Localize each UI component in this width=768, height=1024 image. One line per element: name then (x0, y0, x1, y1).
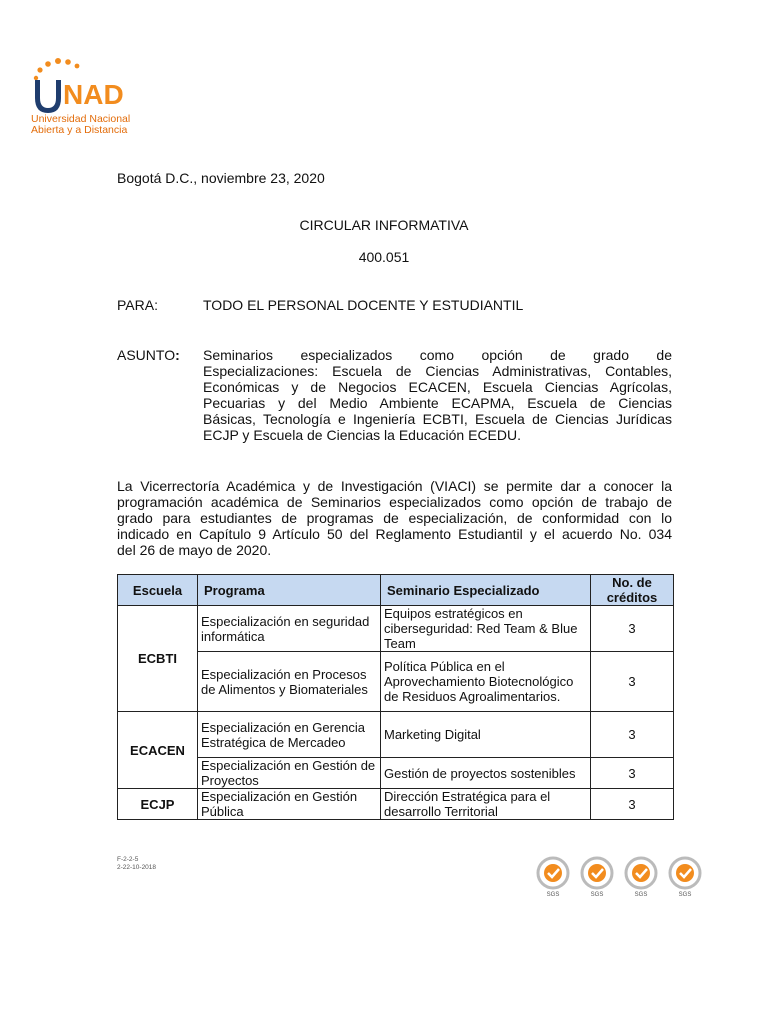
seminars-table (117, 574, 674, 820)
intro-line: programación académica de Seminarios especializados como opción de trabajo de (117, 494, 672, 510)
asunto-line: Especializaciones: Escuela de Ciencias Administrativas, Contables, (203, 363, 672, 379)
circular-number: 400.051 (358, 249, 410, 265)
svg-text:SGS: SGS (590, 892, 604, 898)
table-row (118, 652, 674, 712)
school-cell: ECJP (118, 789, 198, 820)
asunto-line: Pecuarias y del Medio Ambiente ECAPMA, Escuela de Ciencias (203, 395, 672, 411)
creditos-cell: 3 (591, 758, 674, 789)
creditos-cell: 3 (591, 789, 674, 820)
circular-title: CIRCULAR INFORMATIVA (299, 217, 469, 233)
intro-paragraph (117, 478, 672, 558)
seminario-cell: Equipos estratégicos en ciberseguridad: Red Team & Blue Team (381, 606, 591, 652)
seminario-cell: Gestión de proyectos sostenibles (381, 758, 591, 789)
header-escuela: Escuela (118, 575, 198, 606)
svg-text:SGS: SGS (634, 892, 648, 898)
footer-code: F-2-2-5 2-22-10-2018 (117, 856, 157, 871)
para-label: PARA: (117, 297, 158, 313)
table-row (118, 758, 674, 789)
asunto-label: ASUNTO: (117, 347, 180, 363)
table-row (118, 789, 674, 820)
programa-cell: Especialización en Gestión de Proyectos (198, 758, 381, 789)
creditos-cell: 3 (591, 652, 674, 712)
certification-seal-icon (582, 858, 612, 898)
logo-line2: Abierta y a Distancia (31, 124, 128, 136)
header-programa: Programa (198, 575, 381, 606)
school-cell: ECBTI (118, 606, 198, 712)
intro-line: indicado en Capítulo 9 Artículo 50 del Reglamento Estudiantil y el acuerdo No. 034 (117, 526, 672, 542)
programa-cell: Especialización en Gerencia Estratégica de Mercadeo (198, 712, 381, 758)
asunto-line: ECJP y Escuela de Ciencias la Educación ECEDU. (203, 427, 522, 443)
svg-text:NAD: NAD (63, 79, 124, 110)
seminario-cell: Política Pública en el Aprovechamiento Biotecnológico de Residuos Agroalimentarios. (381, 652, 591, 712)
intro-line: del 26 de mayo de 2020. (117, 542, 272, 558)
seminario-cell: Dirección Estratégica para el desarrollo Territorial (381, 789, 591, 820)
creditos-cell: 3 (591, 606, 674, 652)
header-creditos: No. de créditos (591, 575, 674, 606)
certification-seals (535, 855, 705, 915)
asunto-body (203, 347, 672, 443)
seminario-cell: Marketing Digital (381, 712, 591, 758)
certification-seal-icon (538, 858, 568, 898)
creditos-cell: 3 (591, 712, 674, 758)
header-seminario: Seminario Especializado (381, 575, 591, 606)
table-header-row (118, 575, 674, 606)
svg-text:SGS: SGS (546, 892, 560, 898)
table-row (118, 606, 674, 652)
asunto-line: Básicas, Tecnología e Ingeniería ECBTI, Escuela de Ciencias Jurídicas (203, 411, 672, 427)
asunto-line: Económicas y de Negocios ECACEN, Escuela Ciencias Agrícolas, (203, 379, 672, 395)
programa-cell: Especialización en Gestión Pública (198, 789, 381, 820)
school-cell: ECACEN (118, 712, 198, 789)
certification-seal-icon (626, 858, 656, 898)
intro-line: La Vicerrectoría Académica y de Investigación (VIACI) se permite dar a conocer la (117, 478, 672, 494)
asunto-line: Seminarios especializados como opción de grado de (203, 347, 672, 363)
programa-cell: Especialización en Procesos de Alimentos y Biomateriales (198, 652, 381, 712)
logo-line1: Universidad Nacional (31, 113, 131, 125)
intro-line: grado para estudiantes de programas de especialización, de conformidad con lo (117, 510, 672, 526)
programa-cell: Especialización en seguridad informática (198, 606, 381, 652)
city-date: Bogotá D.C., noviembre 23, 2020 (117, 170, 325, 186)
svg-text:SGS: SGS (678, 892, 692, 898)
table-row (118, 712, 674, 758)
certification-seal-icon (670, 858, 700, 898)
para-value: TODO EL PERSONAL DOCENTE Y ESTUDIANTIL (203, 297, 524, 313)
